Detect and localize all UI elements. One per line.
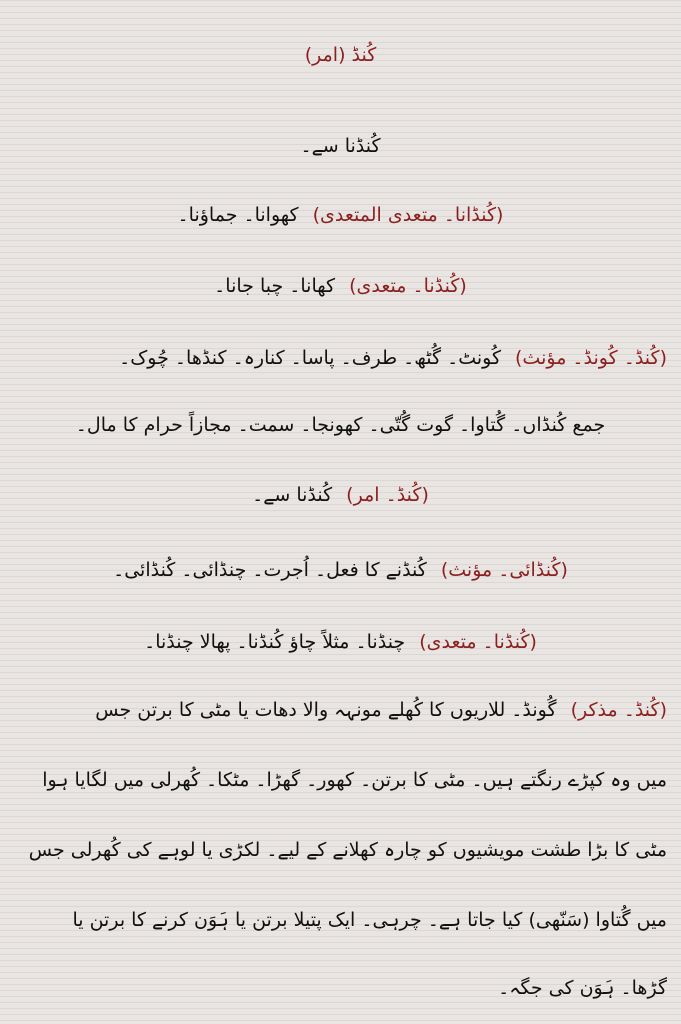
entry-text: كُنڈنا سے۔ [300,135,381,157]
entry-term: (كُنڈنا۔ متعدی) [419,631,537,653]
entry-line [14,900,667,940]
entry-term: (كُنڈنا۔ متعدی) [349,275,467,297]
entry-line [14,126,667,166]
entry-text: كُنڈنا سے۔ [252,484,333,506]
entry-line [14,830,667,870]
entry-term: (كُنڈ۔ كُونڈ۔ مؤنث) [515,347,667,369]
entry-text: میں وہ كپڑے رنگتے ہیں۔ مٹی كا برتن۔ كھور۔ گھڑا۔ مٹكا۔ كُھرلی میں لگایا ہوا [42,769,667,791]
entry-text: جمع كُنڈاں۔ گُتاوا۔ گوت گُتّی۔ كھونجا۔ سمت۔ مجازاً حرام كا مال۔ [75,414,606,436]
entry-line [14,266,667,306]
entry-term: (كُنڈ۔ امر) [346,484,429,506]
entry-text: كُنڈنے كا فعل۔ اُجرت۔ چنڈائی۔ كُنڈائی۔ [113,559,427,581]
entry-text: كُونٹ۔ گُٹھ۔ طرف۔ پاسا۔ كنارہ۔ كنڈھا۔ چُوک۔ [119,347,502,369]
entry-text: چنڈنا۔ مثلاً چاؤ كُنڈنا۔ پھالا چنڈنا۔ [144,631,406,653]
entry-line [14,622,667,662]
entry-line [14,405,667,445]
entry-line [14,338,667,378]
entry-text: گُونڈ۔ للاریوں كا كُھلے مونہہ والا دھات یا مٹی كا برتن جس [95,699,557,721]
entry-term: كُنڈ (امر) [304,44,377,66]
entry-text: میں گُتاوا (سَنّھی) كیا جاتا ہے۔ چرہی۔ ایک پتیلا برتن یا ہَوَن كرنے كا برتن یا [72,909,667,931]
entry-term: (كُنڈ۔ مذكر) [570,699,667,721]
entry-text: گڑھا۔ ہَوَن كی جگہ۔ [498,977,667,999]
entry-line [14,550,667,590]
entry-line [14,968,667,1008]
entry-line [14,690,667,730]
entry-text: كھانا۔ چبا جانا۔ [214,275,336,297]
entry-line [14,760,667,800]
entry-term: (كُنڈائی۔ مؤنث) [440,559,568,581]
entry-text: مٹی كا بڑا طشت مویشیوں كو چارہ كھلانے كے لیے۔ لكڑی یا لوہے كی كُھرلی جس [28,839,667,861]
entry-term: (كُنڈانا۔ متعدی المتعدی) [312,204,504,226]
entry-line [14,195,667,235]
entry-line [14,475,667,515]
entry-text: كھوانا۔ جماؤنا۔ [177,204,299,226]
headword-title [14,35,667,75]
